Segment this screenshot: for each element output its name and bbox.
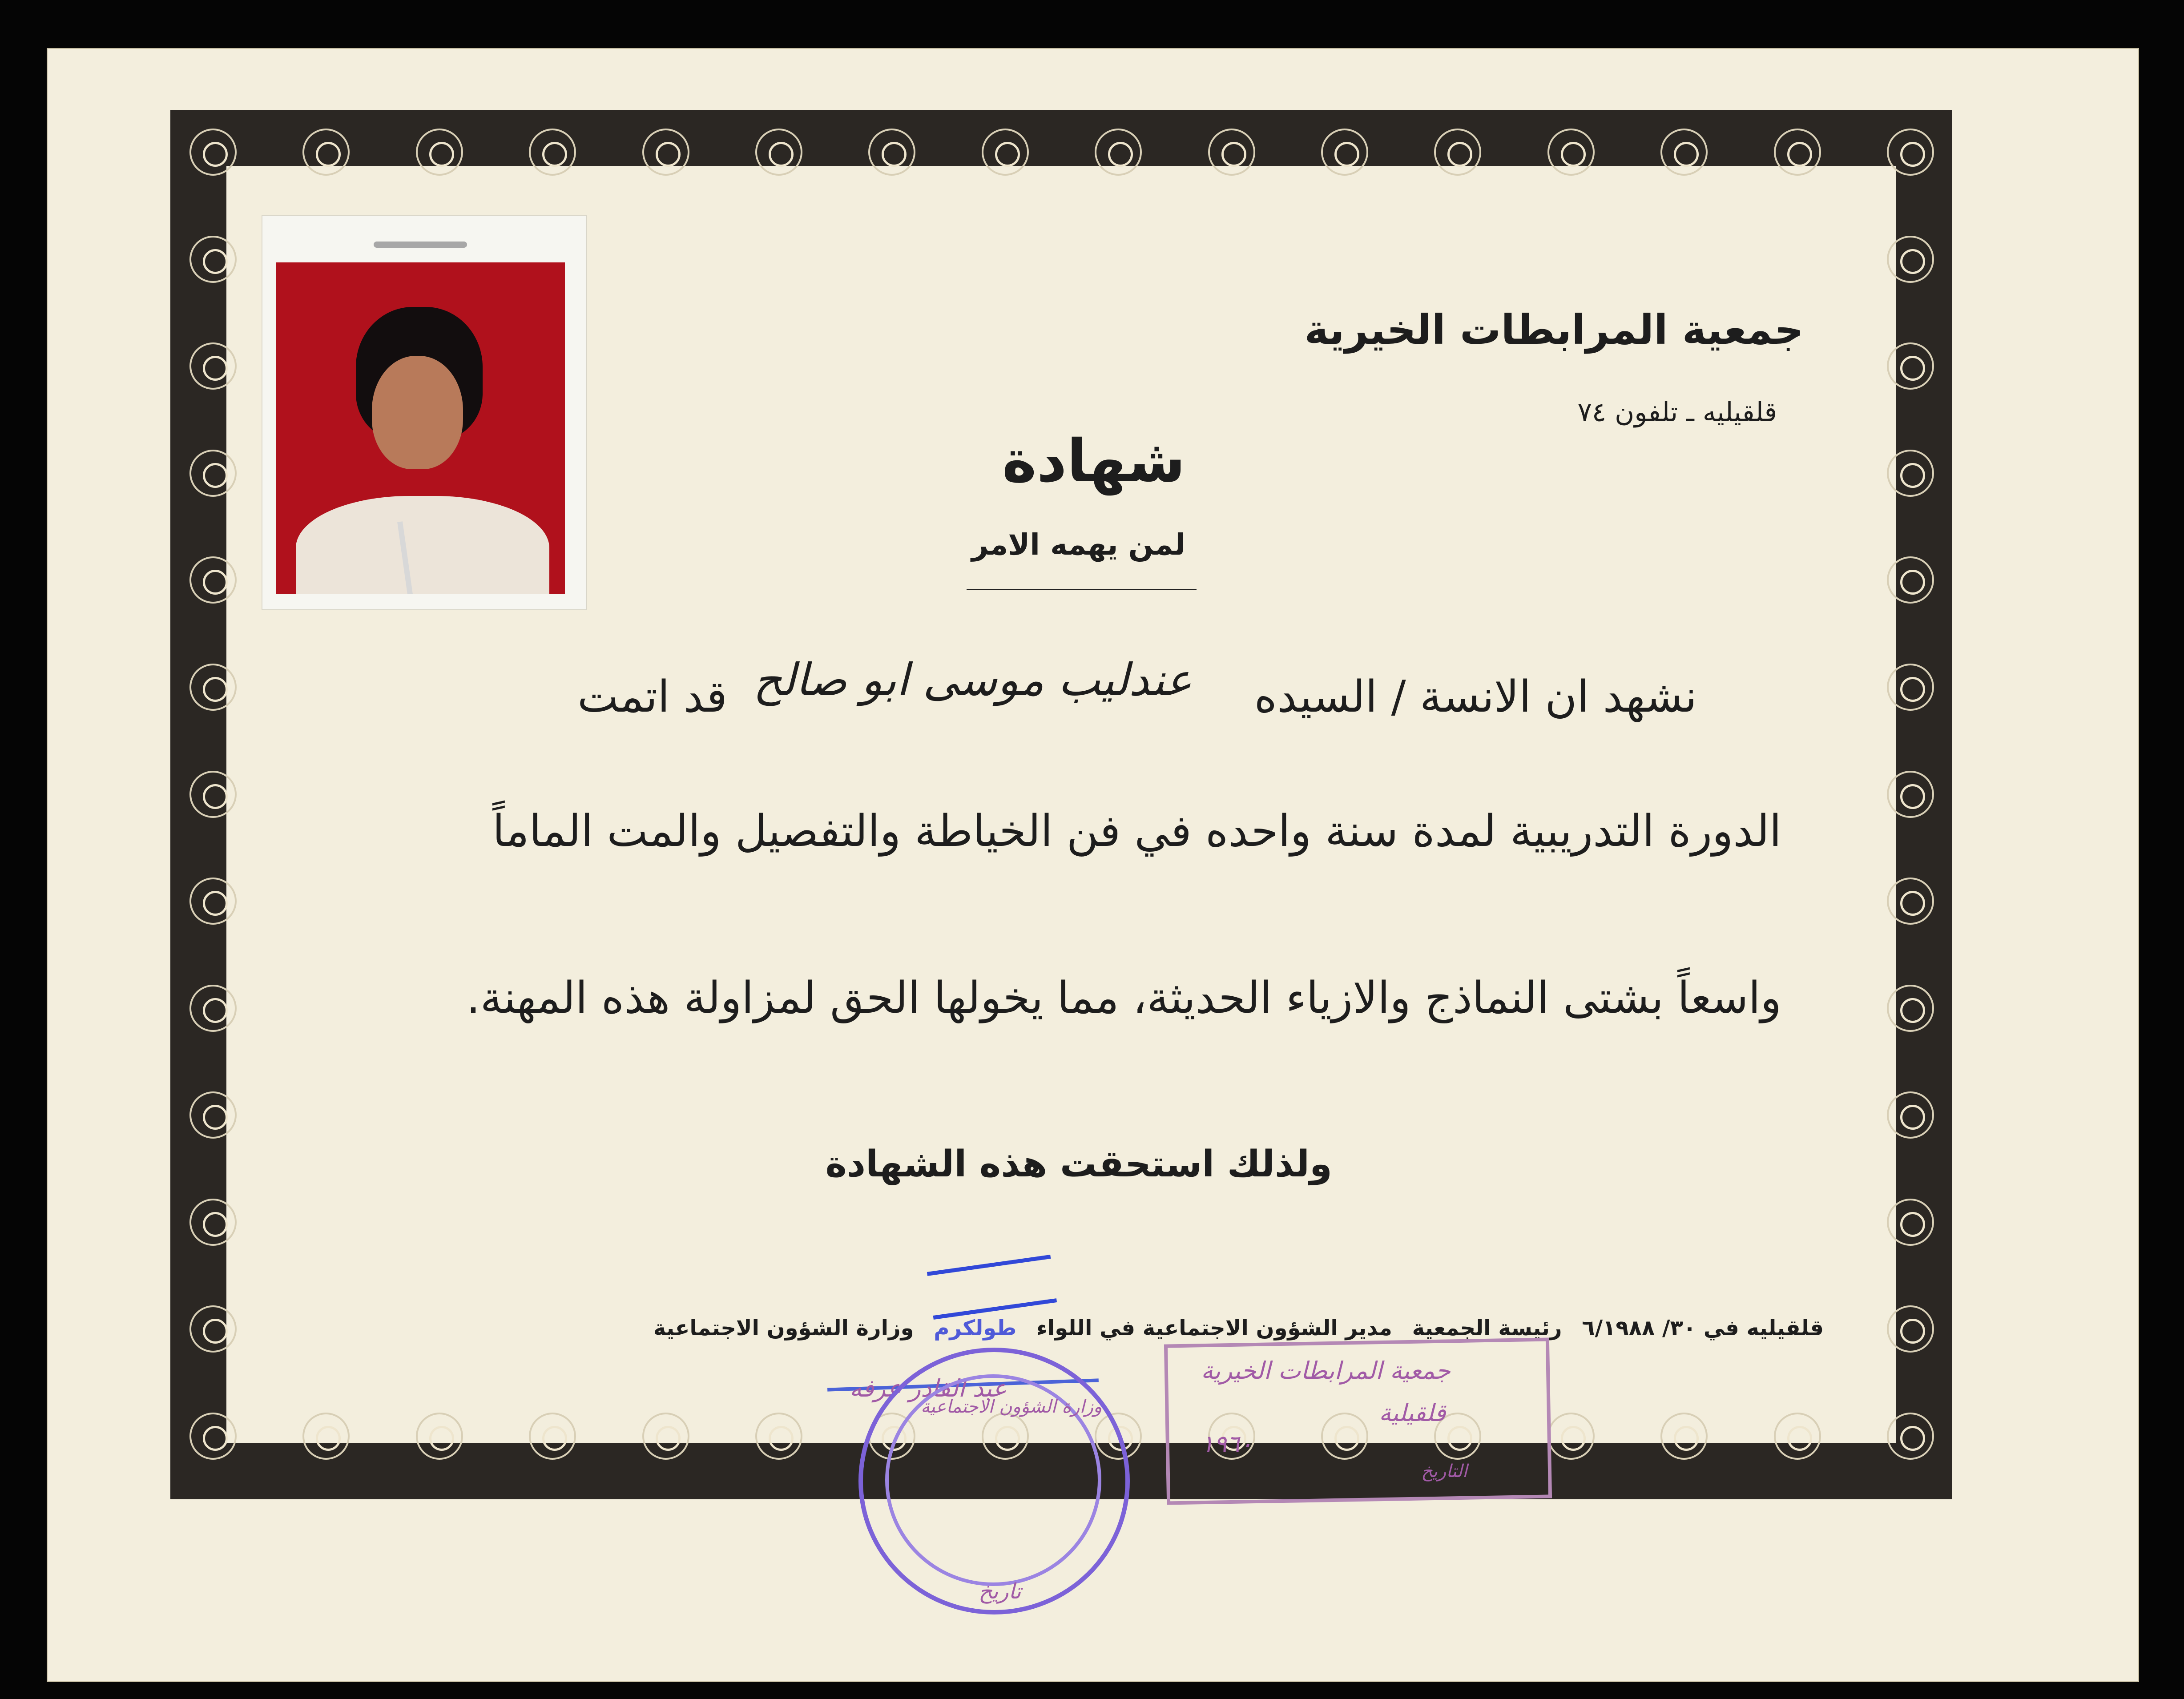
right-border-ornament — [1887, 1305, 1934, 1353]
association-stamp-name: جمعية المرابطات الخيرية — [1201, 1357, 1451, 1385]
right-border-ornament — [1887, 1199, 1934, 1246]
bottom-border-ornament — [1774, 1413, 1821, 1460]
staple-mark — [374, 242, 467, 248]
top-border-ornament — [1660, 129, 1708, 176]
certificate-title: شهادة — [1002, 427, 1185, 495]
top-border-ornament — [1321, 129, 1368, 176]
top-border-ornament — [1774, 129, 1821, 176]
top-border-ornament — [1095, 129, 1142, 176]
left-border-ornament — [189, 236, 237, 283]
certificate-text-line2: الدورة التدريبية لمدة سنة واحده في فن الخياطة والتفصيل والمت الماماً — [492, 806, 1781, 857]
association-president-label: رئيسة الجمعية — [1412, 1316, 1562, 1341]
ministry-stamp-label: وزارة الشؤون الاجتماعية — [921, 1397, 1102, 1417]
top-border-ornament — [868, 129, 915, 176]
portrait-face — [372, 356, 463, 469]
top-border-ornament — [189, 129, 237, 176]
left-border-ornament — [189, 450, 237, 497]
right-border-ornament — [1887, 450, 1934, 497]
place-and-date: قلقيليه في ٣٠/ ٦/١٩٨٨ — [1582, 1316, 1824, 1341]
ministry-round-stamp — [858, 1348, 1130, 1614]
top-border-ornament — [982, 129, 1029, 176]
right-border-ornament — [1887, 878, 1934, 925]
left-border-ornament — [189, 1199, 237, 1246]
right-border-ornament — [1887, 985, 1934, 1032]
bottom-border-ornament — [529, 1413, 576, 1460]
bottom-border-ornament — [302, 1413, 350, 1460]
title-underline — [967, 589, 1197, 590]
top-border-ornament — [755, 129, 802, 176]
association-stamp-year: ١٩٦٠ — [1201, 1430, 1253, 1458]
certificate-text-line3: واسعاً بشتى النماذج والازياء الحديثة، مما يخولها الحق لمزاولة هذه المهنة. — [466, 973, 1781, 1023]
left-border-ornament — [189, 1305, 237, 1353]
right-border-ornament — [1887, 664, 1934, 711]
certificate-text-line1-suffix: قد اتمت — [577, 672, 727, 722]
social-affairs-director-label: مدير الشؤون الاجتماعية في اللواء — [1036, 1316, 1392, 1341]
certificate-text-line1-prefix: نشهد ان الانسة / السيده — [1254, 672, 1697, 722]
top-border-ornament — [302, 129, 350, 176]
right-border-ornament — [1887, 771, 1934, 818]
bottom-border-ornament — [416, 1413, 463, 1460]
ministry-label: وزارة الشؤون الاجتماعية — [653, 1316, 914, 1341]
top-border-ornament — [1208, 129, 1255, 176]
right-border-ornament — [1887, 236, 1934, 283]
bottom-border-ornament — [1547, 1413, 1595, 1460]
bottom-border-ornament — [189, 1413, 237, 1460]
right-border-ornament — [1887, 342, 1934, 390]
top-border-ornament — [529, 129, 576, 176]
left-border-ornament — [189, 342, 237, 390]
left-border-ornament — [189, 771, 237, 818]
certificate-closing: ولذلك استحقت هذه الشهادة — [825, 1143, 1332, 1185]
left-border-ornament — [189, 664, 237, 711]
bottom-border-ornament — [642, 1413, 689, 1460]
association-stamp-city: قلقيلية — [1379, 1399, 1446, 1427]
right-border-ornament — [1887, 556, 1934, 604]
left-border-ornament — [189, 985, 237, 1032]
portrait-photo — [276, 262, 565, 594]
director-signature-name: عبد القادر عرفه — [850, 1374, 1007, 1402]
top-border-ornament — [1887, 129, 1934, 176]
ministry-stamp-date-label: تاريخ — [979, 1579, 1021, 1604]
bottom-border-ornament — [1887, 1413, 1934, 1460]
handwritten-region: طولكرم — [934, 1316, 1017, 1341]
association-stamp-date-label: التاريخ — [1421, 1461, 1467, 1482]
organization-contact: قلقيليه ـ تلفون ٧٤ — [1577, 397, 1777, 428]
organization-name: جمعية المرابطات الخيرية — [1304, 306, 1804, 354]
portrait-photo-mount — [262, 216, 586, 609]
to-whom-it-may-concern: لمن يهمه الامر — [971, 527, 1185, 562]
left-border-ornament — [189, 878, 237, 925]
bottom-border-ornament — [1660, 1413, 1708, 1460]
top-border-ornament — [416, 129, 463, 176]
right-border-ornament — [1887, 1091, 1934, 1139]
portrait-shirt — [296, 496, 549, 594]
top-border-ornament — [1434, 129, 1481, 176]
top-border-ornament — [642, 129, 689, 176]
left-border-ornament — [189, 556, 237, 604]
top-border-ornament — [1547, 129, 1595, 176]
left-border-ornament — [189, 1091, 237, 1139]
bottom-border-ornament — [755, 1413, 802, 1460]
recipient-name: عندليب موسى ابو صالح — [753, 654, 1192, 706]
signature-line — [641, 1316, 1824, 1341]
